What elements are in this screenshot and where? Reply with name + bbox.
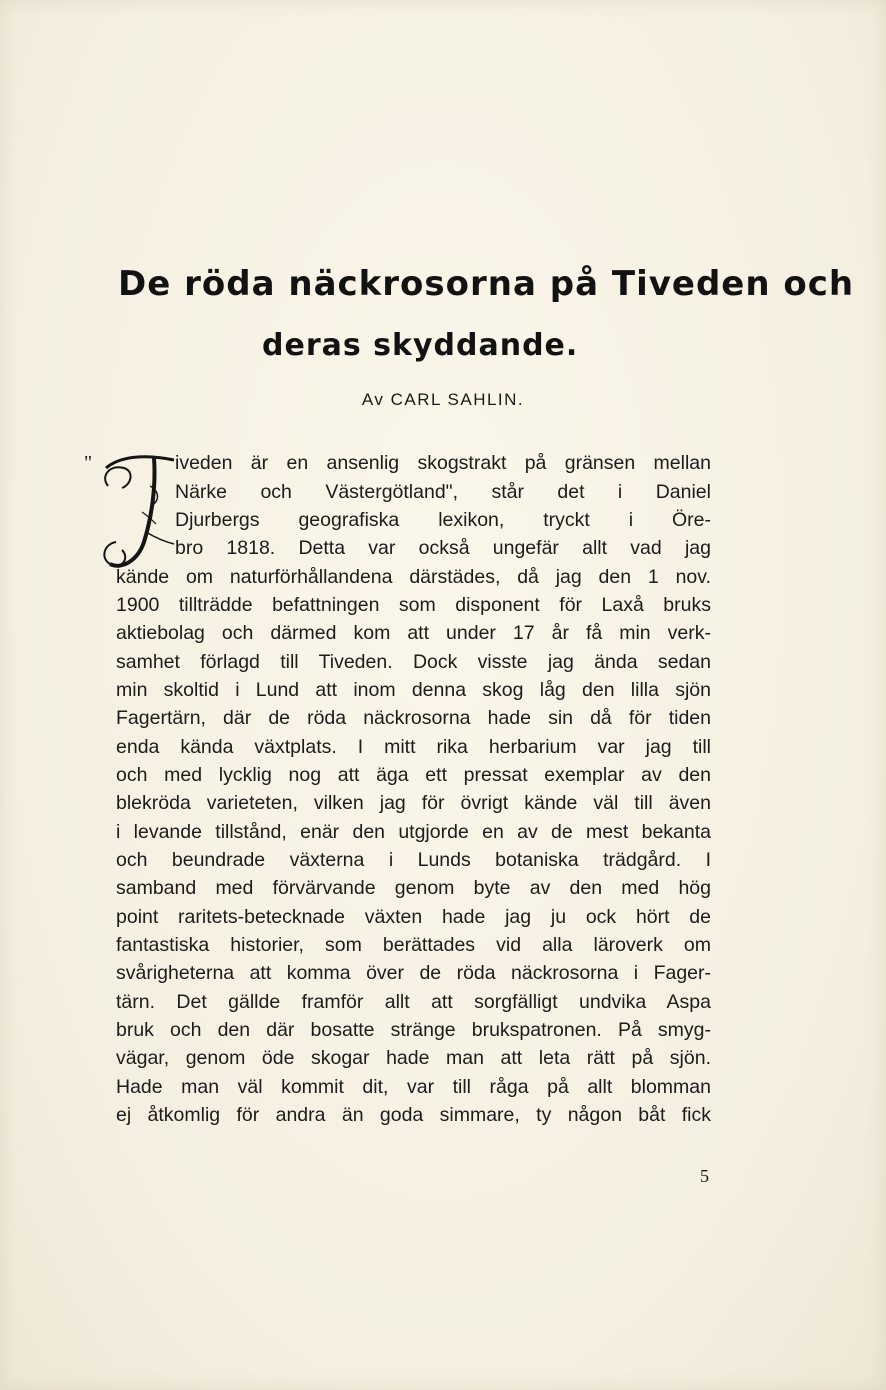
- body-line: kände om naturförhållandena därstädes, då jag den 1 nov.: [116, 566, 711, 588]
- body-line: fantastiska historier, som berättades vid alla läroverk om: [116, 934, 711, 956]
- article-title-line-2: deras skyddande.: [262, 328, 579, 363]
- page-number: 5: [700, 1166, 709, 1186]
- body-line: 1900 tillträdde befattningen som disponent för Laxå bruks: [116, 594, 711, 616]
- drop-cap-t-icon: [86, 446, 176, 576]
- body-line: aktiebolag och därmed kom att under 17 år få min verk-: [116, 622, 711, 644]
- opening-quote: ": [84, 452, 93, 474]
- drop-cap-letter: T: [86, 446, 87, 447]
- body-line: point raritets-betecknade växten hade jag ju ock hört de: [116, 906, 711, 928]
- body-line: tärn. Det gällde framför allt att sorgfälligt undvika Aspa: [116, 991, 711, 1013]
- body-line: samhet förlagd till Tiveden. Dock visste jag ända sedan: [116, 651, 711, 673]
- body-line: svårigheterna att komma över de röda näckrosorna i Fager-: [116, 962, 711, 984]
- body-line: vägar, genom öde skogar hade man att leta rätt på sjön.: [116, 1047, 711, 1069]
- drop-cap-ornament: [86, 446, 176, 576]
- body-line: blekröda varieteten, vilken jag för övrigt kände väl till även: [116, 792, 711, 814]
- body-line: och med lycklig nog att äga ett pressat exemplar av den: [116, 764, 711, 786]
- body-line: Hade man väl kommit dit, var till råga på allt blomman: [116, 1076, 711, 1098]
- body-line: Fagertärn, där de röda näckrosorna hade sin då för tiden: [116, 707, 711, 729]
- author-byline: Av CARL SAHLIN.: [361, 390, 525, 409]
- body-line: ej åtkomlig för andra än goda simmare, ty någon båt fick: [116, 1104, 711, 1126]
- body-line: Närke och Västergötland", står det i Daniel: [175, 481, 711, 503]
- body-line: bro 1818. Detta var också ungefär allt vad jag: [175, 537, 711, 559]
- body-line: iveden är en ansenlig skogstrakt på gränsen mellan: [175, 452, 711, 474]
- body-line: min skoltid i Lund att inom denna skog låg den lilla sjön: [116, 679, 711, 701]
- body-line: bruk och den där bosatte stränge brukspatronen. På smyg-: [116, 1019, 711, 1041]
- article-title-line-1: De röda näckrosorna på Tiveden och: [118, 264, 855, 304]
- body-line: i levande tillstånd, enär den utgjorde en av de mest bekanta: [116, 821, 711, 843]
- body-line: enda kända växtplats. I mitt rika herbarium var jag till: [116, 736, 711, 758]
- body-line: och beundrade växterna i Lunds botaniska trädgård. I: [116, 849, 711, 871]
- body-line: samband med förvärvande genom byte av den med hög: [116, 877, 711, 899]
- body-line: Djurbergs geografiska lexikon, tryckt i Öre-: [175, 509, 711, 531]
